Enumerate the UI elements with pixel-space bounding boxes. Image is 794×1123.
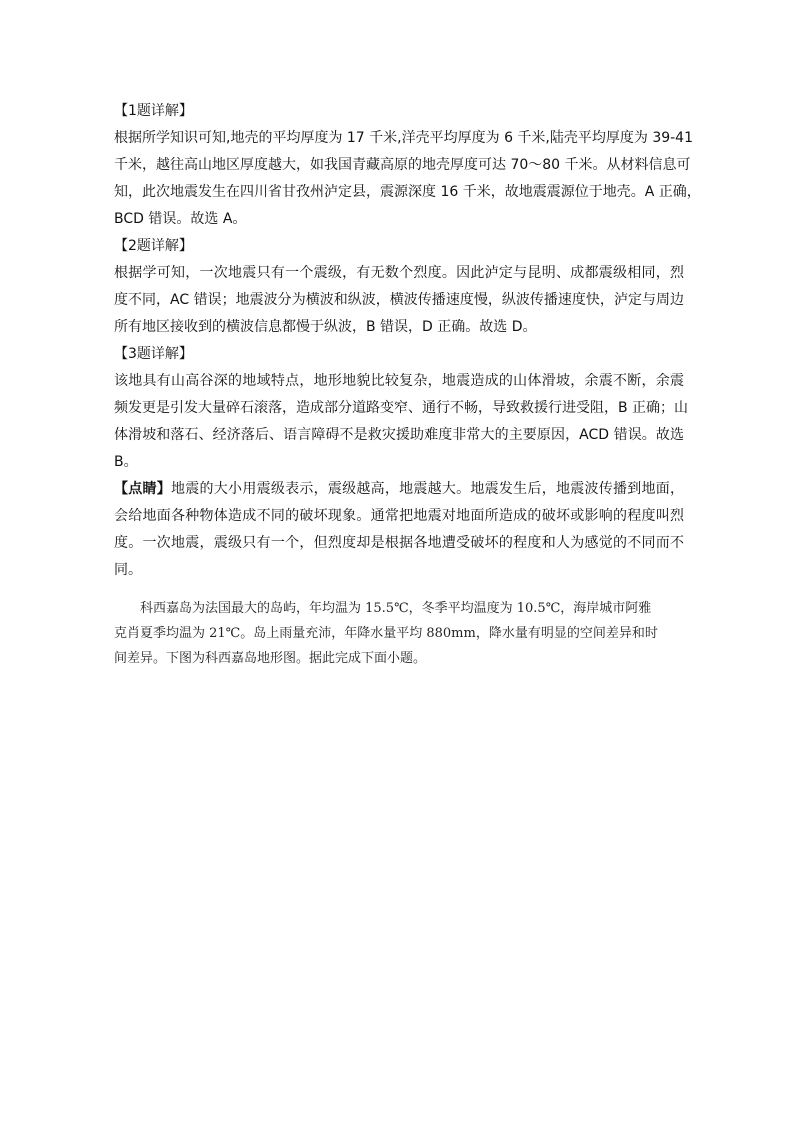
section-3-line: 体滑坡和落石、经济落后、语言障碍不是救灾援助难度非常大的主要原因，ACD 错误。故选 bbox=[114, 427, 684, 443]
material-paragraph bbox=[114, 596, 684, 671]
section-1-body bbox=[114, 125, 701, 233]
material-line: 科西嘉岛为法国最大的岛屿，年均温为 15.5℃，冬季平均温度为 10.5℃，海岸城市阿雅 bbox=[140, 601, 652, 616]
section-1-line: 根据所学知识可知,地壳的平均厚度为 17 千米,洋壳平均厚度为 6 千米,陆壳平均厚度为 39-41 bbox=[114, 130, 694, 146]
document-page bbox=[114, 98, 701, 671]
section-3-line: 该地具有山高谷深的地域特点，地形地貌比较复杂，地震造成的山体滑坡，余震不断，余震 bbox=[114, 373, 684, 389]
material-line: 克肖夏季均温为 21℃。岛上雨量充沛，年降水量平均 880mm，降水量有明显的空间差异和时 bbox=[114, 626, 658, 641]
section-3-line: B。 bbox=[114, 454, 138, 470]
section-2-line: 根据学可知，一次地震只有一个震级，有无数个烈度。因此泸定与昆明、成都震级相同，烈 bbox=[114, 265, 684, 281]
tip-label: 【点睛】 bbox=[114, 481, 172, 497]
section-2-line: 所有地区接收到的横波信息都慢于纵波，B 错误，D 正确。故选 D。 bbox=[114, 319, 537, 335]
section-3-line: 频发更是引发大量碎石滚落，造成部分道路变窄、通行不畅，导致救援行进受阻，B 正确；山 bbox=[114, 400, 689, 416]
section-1-line: BCD 错误。故选 A。 bbox=[114, 211, 247, 227]
tip-line: 会给地面各种物体造成不同的破坏现象。通常把地震对地面所造成的破坏或影响的程度叫烈 bbox=[114, 508, 684, 524]
section-3-body bbox=[114, 368, 689, 476]
tip-line: 同。 bbox=[114, 562, 142, 578]
section-3-heading: 【3题详解】 bbox=[114, 346, 193, 362]
section-1-heading: 【1题详解】 bbox=[114, 103, 193, 119]
section-2-heading: 【2题详解】 bbox=[114, 238, 193, 254]
section-1-line: 知，此次地震发生在四川省甘孜州泸定县，震源深度 16 千米，故地震震源位于地壳。A 正确， bbox=[114, 184, 701, 200]
tip-line-1 bbox=[114, 476, 684, 503]
section-2-line: 度不同，AC 错误；地震波分为横波和纵波，横波传播速度慢，纵波传播速度快，泸定与周边 bbox=[114, 292, 684, 308]
tip-line-text: 地震的大小用震级表示，震级越高，地震越大。地震发生后，地震波传播到地面， bbox=[171, 481, 685, 497]
tip-line: 度。一次地震，震级只有一个，但烈度却是根据各地遭受破坏的程度和人为感觉的不同而不 bbox=[114, 535, 684, 551]
material-line: 间差异。下图为科西嘉岛地形图。据此完成下面小题。 bbox=[114, 651, 427, 666]
section-2-body bbox=[114, 260, 684, 341]
section-1-line: 千米，越往高山地区厚度越大，如我国青藏高原的地壳厚度可达 70～80 千米。从材料信息可 bbox=[114, 157, 691, 173]
tip-block bbox=[114, 476, 684, 584]
